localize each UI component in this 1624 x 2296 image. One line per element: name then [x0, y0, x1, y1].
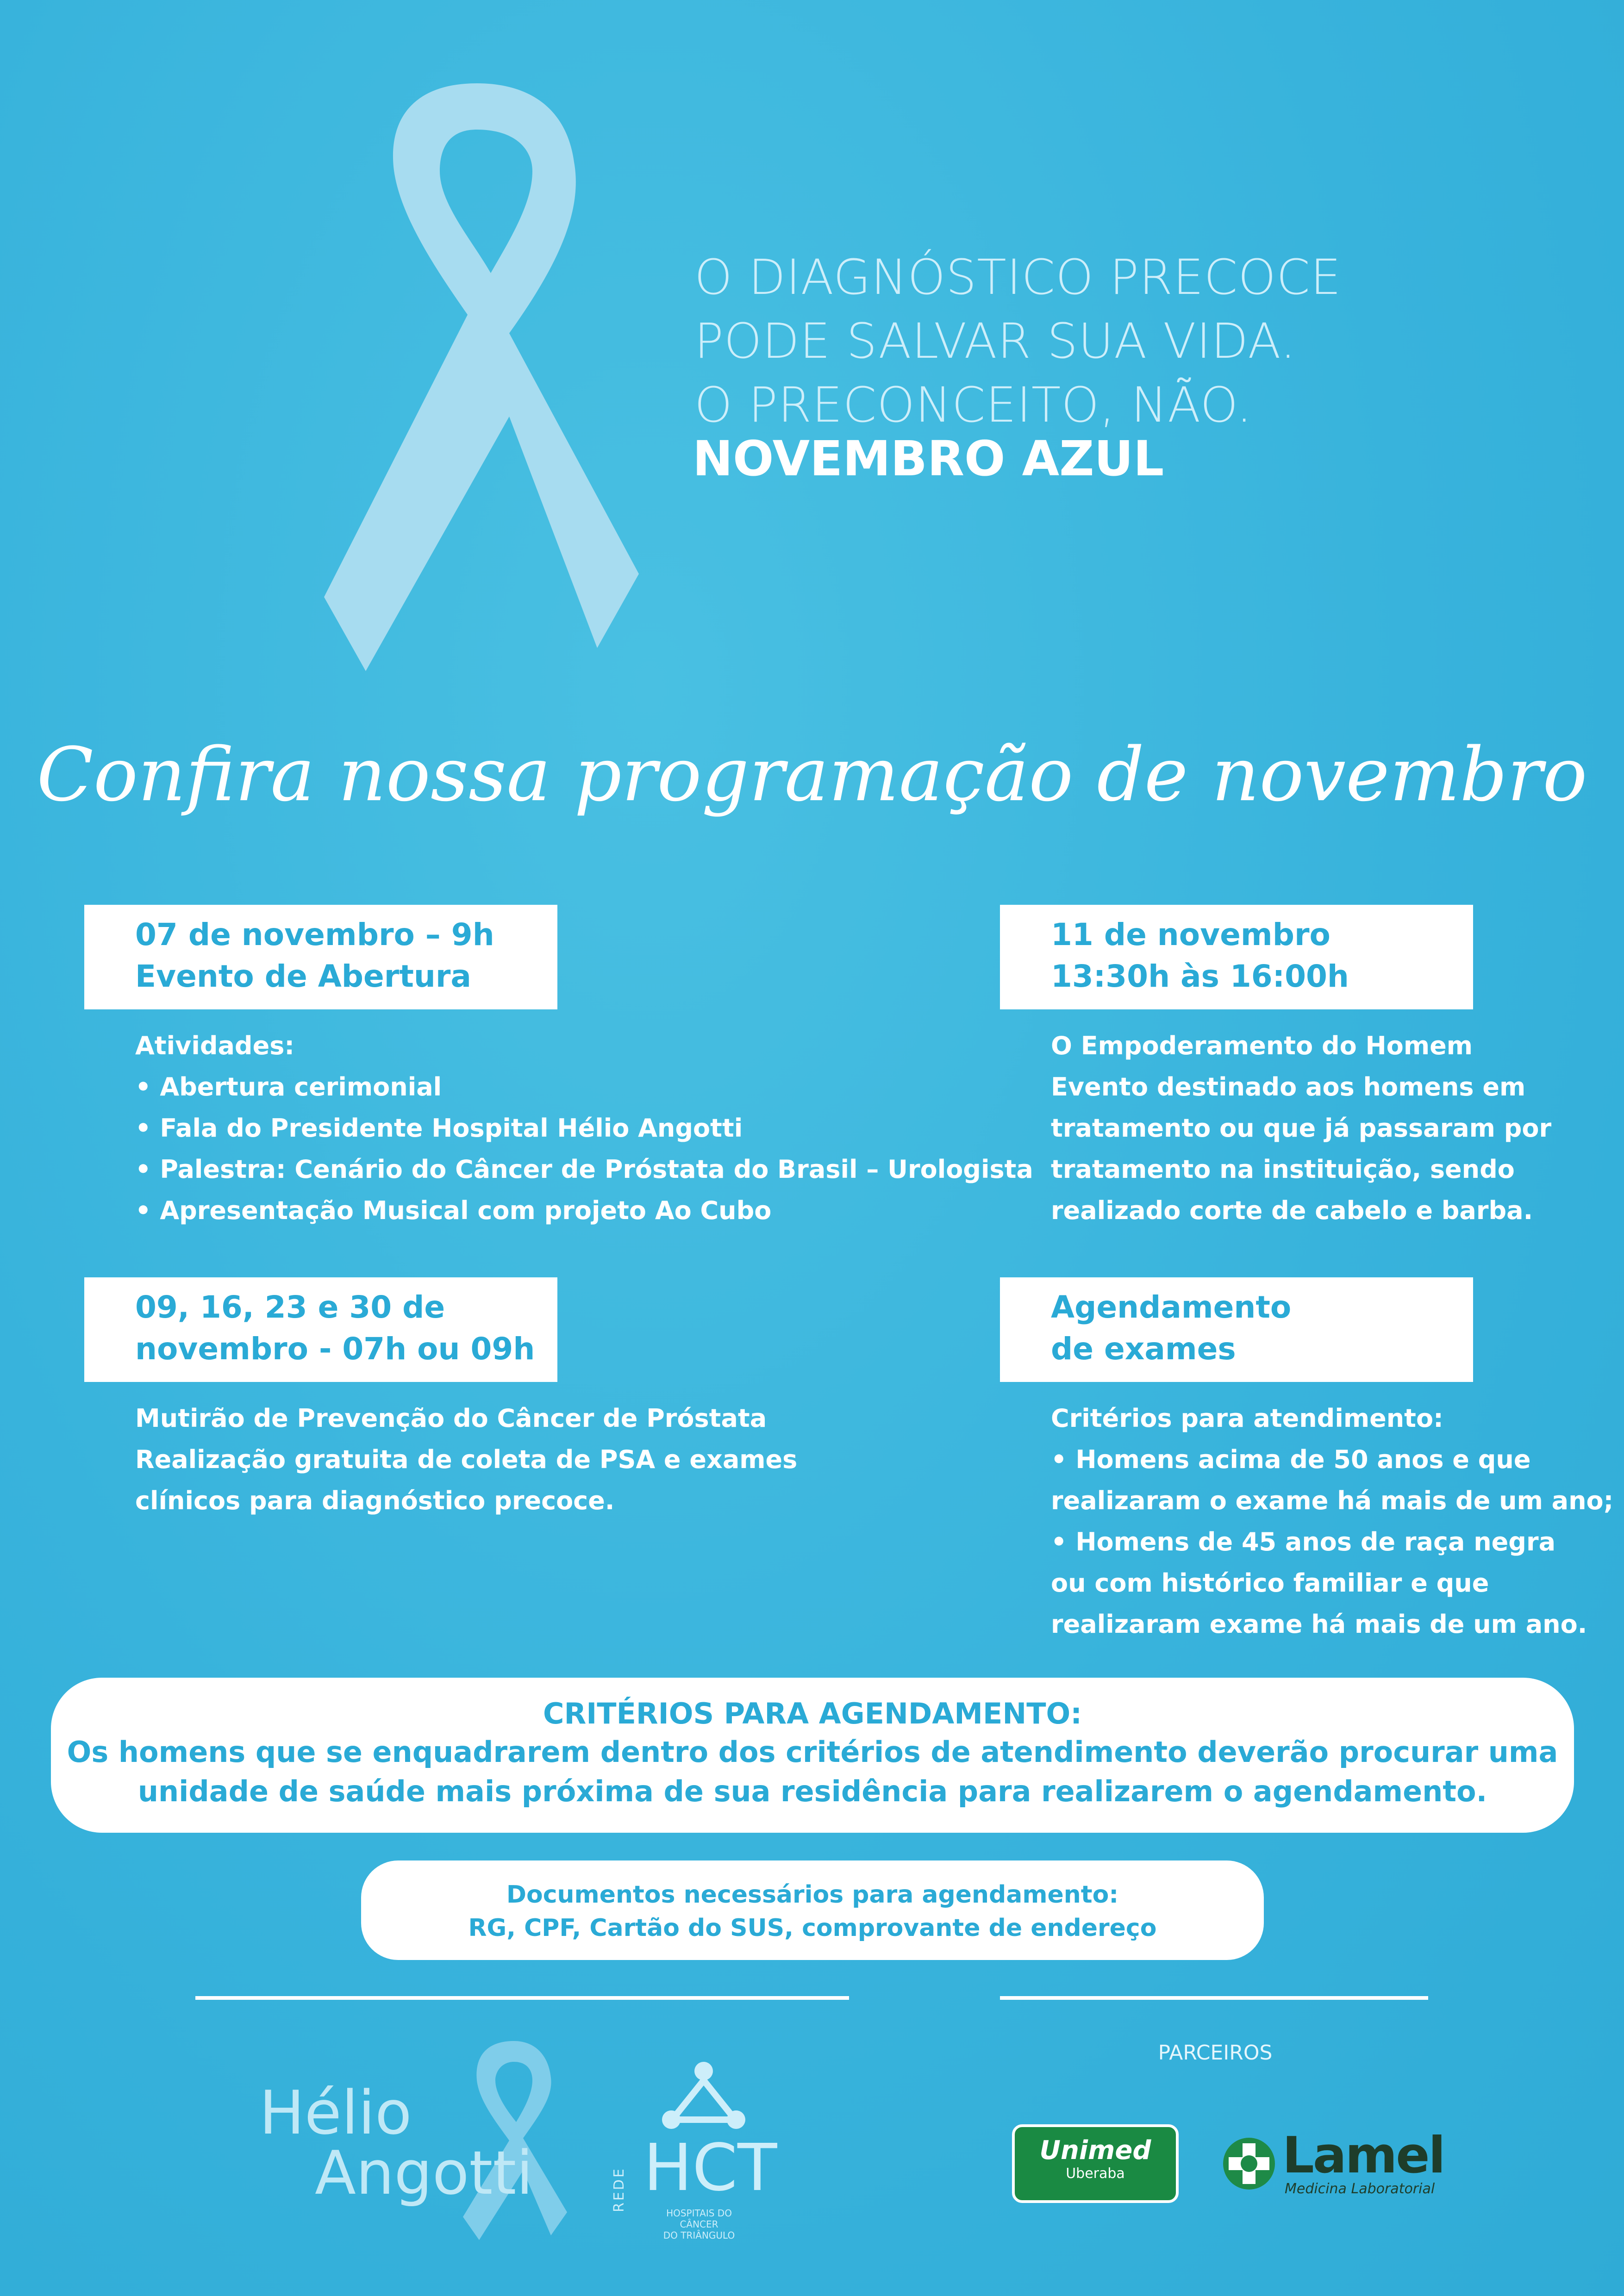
awareness-ribbon-icon — [315, 74, 639, 676]
hct-subtitle-line: HOSPITAIS DO CÂNCER — [666, 2208, 732, 2230]
hct-subtitle — [653, 2208, 745, 2241]
campaign-title: NOVEMBRO AZUL — [693, 430, 1164, 487]
event-empowerment-tag — [1000, 905, 1473, 1009]
event-detail-line: clínicos para diagnóstico precoce. — [135, 1486, 615, 1515]
event-date: 09, 16, 23 e 30 de — [135, 1289, 445, 1325]
event-date: 07 de novembro – 9h — [135, 917, 494, 952]
event-title: Evento de Abertura — [135, 958, 471, 994]
helio-angotti-logo — [259, 2078, 533, 2208]
event-detail-line: realizaram o exame há mais de um ano; — [1051, 1486, 1614, 1515]
event-detail-line: • Fala do Presidente Hospital Hélio Angotti — [135, 1114, 743, 1143]
hct-rede-label: REDE — [611, 2167, 627, 2212]
hct-name: HCT — [643, 2130, 777, 2206]
criteria-line: Os homens que se enquadrarem dentro dos critérios de atendimento deverão procurar uma — [67, 1735, 1558, 1769]
event-date: novembro - 07h ou 09h — [135, 1331, 535, 1367]
hct-subtitle-line: DO TRIÂNGULO — [663, 2230, 735, 2241]
hct-network-icon — [657, 2060, 750, 2134]
tagline-line-1: O DIAGNÓSTICO PRECOCE — [694, 249, 1342, 305]
documents-box — [361, 1860, 1264, 1960]
tagline-line-2: PODE SALVAR SUA VIDA. — [694, 313, 1296, 369]
event-time: 13:30h às 16:00h — [1051, 958, 1349, 994]
event-detail-line: tratamento na instituição, sendo — [1051, 1155, 1515, 1184]
exam-scheduling-details — [1051, 1398, 1613, 1645]
event-title: de exames — [1051, 1331, 1236, 1367]
partners-label: PARCEIROS — [1158, 2041, 1273, 2065]
event-detail-line: • Homens acima de 50 anos e que — [1051, 1445, 1531, 1474]
event-detail-line: realizado corte de cabelo e barba. — [1051, 1196, 1533, 1225]
unimed-name: Unimed — [1039, 2135, 1151, 2165]
lamel-cross-icon — [1222, 2137, 1276, 2190]
program-title: Confira nossa programação de novembro — [37, 731, 1587, 818]
event-prevention-details — [135, 1398, 797, 1521]
unimed-logo — [1012, 2124, 1179, 2203]
event-opening-details — [135, 1025, 1033, 1231]
event-detail-line: ou com histórico familiar e que — [1051, 1568, 1489, 1598]
event-detail-line: tratamento ou que já passaram por — [1051, 1114, 1552, 1143]
lamel-subtitle: Medicina Laboratorial — [1285, 2181, 1435, 2197]
footer-divider-right — [1000, 1996, 1428, 2000]
event-empowerment-details — [1051, 1025, 1551, 1231]
tagline-line-3: O PRECONCEITO, NÃO. — [694, 377, 1253, 433]
angotti-logo-word: Angotti — [315, 2138, 533, 2208]
event-prevention-tag — [84, 1277, 557, 1382]
event-detail-line: realizaram exame há mais de um ano. — [1051, 1610, 1587, 1639]
criteria-box — [51, 1678, 1574, 1833]
event-detail-line: Evento destinado aos homens em — [1051, 1072, 1526, 1101]
event-title: Agendamento — [1051, 1289, 1292, 1325]
exam-scheduling-tag — [1000, 1277, 1473, 1382]
unimed-city: Uberaba — [1066, 2165, 1125, 2182]
documents-list: RG, CPF, Cartão do SUS, comprovante de endereço — [468, 1914, 1157, 1942]
event-detail-line: O Empoderamento do Homem — [1051, 1031, 1473, 1060]
hct-logo — [611, 2060, 787, 2245]
helio-logo-word: Hélio — [259, 2078, 412, 2148]
tagline — [694, 245, 1341, 437]
event-detail-line: Atividades: — [135, 1031, 294, 1060]
event-detail-line: Mutirão de Prevenção do Câncer de Próstata — [135, 1404, 767, 1433]
criteria-title: CRITÉRIOS PARA AGENDAMENTO: — [543, 1697, 1082, 1730]
footer-divider-left — [195, 1996, 849, 2000]
lamel-name: Lamel — [1282, 2127, 1444, 2184]
event-detail-line: • Homens de 45 anos de raça negra — [1051, 1527, 1556, 1556]
criteria-line: unidade de saúde mais próxima de sua residência para realizarem o agendamento. — [137, 1774, 1487, 1808]
event-detail-line: • Palestra: Cenário do Câncer de Próstata do Brasil – Urologista — [135, 1155, 1033, 1184]
event-detail-line: • Apresentação Musical com projeto Ao Cubo — [135, 1196, 772, 1225]
event-date: 11 de novembro — [1051, 917, 1330, 952]
documents-title: Documentos necessários para agendamento: — [506, 1881, 1119, 1909]
event-detail-line: Critérios para atendimento: — [1051, 1404, 1443, 1433]
event-detail-line: • Abertura cerimonial — [135, 1072, 442, 1101]
event-opening-tag — [84, 905, 557, 1009]
event-detail-line: Realização gratuita de coleta de PSA e exames — [135, 1445, 798, 1474]
